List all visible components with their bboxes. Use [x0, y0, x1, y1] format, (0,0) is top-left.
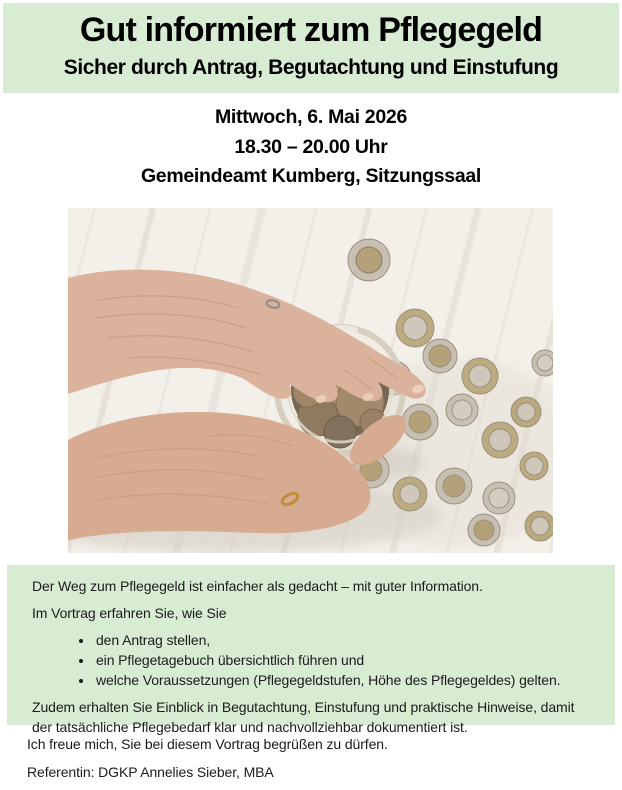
info-intro: Der Weg zum Pflegegeld ist einfacher als gedacht – mit guter Information. — [32, 578, 483, 594]
bullet-item-pflegetagebuch: • ein Pflegetagebuch übersichtlich führen und — [94, 650, 593, 670]
bullet-item-voraussetzungen: • welche Voraussetzungen (Pflegegeldstufen, Höhe des Pflegegeldes) gelten. — [94, 670, 593, 690]
hands-coins-photo — [68, 208, 553, 553]
closing-line: Ich freue mich, Sie bei diesem Vortrag begrüßen zu dürfen. — [27, 736, 388, 752]
hands-coins-photo-graphic — [68, 208, 553, 553]
info-lead: Im Vortrag erfahren Sie, wie Sie — [32, 605, 227, 621]
page-subtitle: Sicher durch Antrag, Begutachtung und Einstufung — [63, 56, 559, 79]
bullet-item-antrag: • den Antrag stellen, — [94, 630, 593, 650]
event-date: Mittwoch, 6. Mai 2026 — [214, 106, 407, 128]
event-location: Gemeindeamt Kumberg, Sitzungssaal — [140, 165, 482, 187]
referent-line: Referentin: DGKP Annelies Sieber, MBA — [27, 764, 274, 780]
info-bullet-list — [32, 630, 593, 690]
title-banner — [3, 3, 619, 93]
page-title: Gut informiert zum Pflegegeld — [79, 11, 543, 49]
info-box — [7, 565, 615, 735]
event-time: 18.30 – 20.00 Uhr — [234, 135, 388, 158]
event-details — [0, 103, 622, 192]
info-outro: Zudem erhalten Sie Einblick in Begutachtung, Einstufung und praktische Hinweise, damit der tatsächliche Pflegebedarf klar und nachvollziehbar dokumentiert ist. — [32, 699, 575, 735]
